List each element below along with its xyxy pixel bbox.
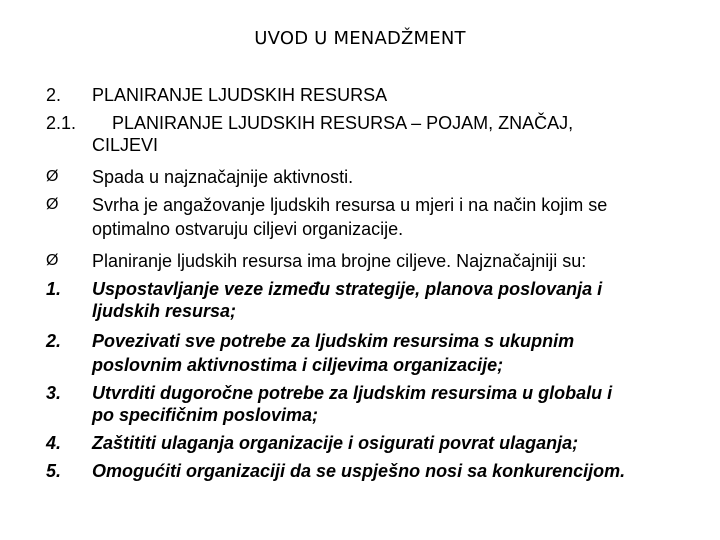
subsection-title-line1: PLANIRANJE LJUDSKIH RESURSA – POJAM, ZNAČAJ,: [112, 113, 574, 133]
goal-number: 3.: [46, 383, 62, 403]
section-number: 2.: [46, 85, 62, 105]
section-title: PLANIRANJE LJUDSKIH RESURSA: [92, 85, 388, 105]
goal-number: 1.: [46, 279, 62, 299]
bullet-text: optimalno ostvaruju ciljevi organizacije.: [92, 219, 404, 239]
subsection-title-line2: CILJEVI: [92, 135, 159, 155]
page-title: UVOD U MENADŽMENT: [254, 28, 466, 49]
goal-text: po specifičnim poslovima;: [92, 405, 319, 425]
goal-text: Zaštititi ulaganja organizacije i osigurati povrat ulaganja;: [92, 433, 579, 453]
arrow-bullet-icon: Ø: [46, 252, 59, 269]
goal-text: poslovnim aktivnostima i ciljevima organizacije;: [92, 355, 504, 375]
goal-number: 2.: [46, 331, 62, 351]
subsection-number: 2.1.: [46, 113, 77, 133]
bullet-text: Spada u najznačajnije aktivnosti.: [92, 167, 354, 187]
arrow-bullet-icon: Ø: [46, 196, 59, 213]
goal-text: Utvrditi dugoročne potrebe za ljudskim resursima u globalu i: [92, 383, 613, 403]
bullet-text: Planiranje ljudskih resursa ima brojne ciljeve. Najznačajniji su:: [92, 251, 587, 271]
goal-number: 4.: [46, 433, 62, 453]
goal-text: ljudskih resursa;: [92, 301, 237, 321]
goal-text: Povezivati sve potrebe za ljudskim resursima s ukupnim: [92, 331, 575, 351]
goal-text: Omogućiti organizaciji da se uspješno nosi sa konkurencijom.: [92, 461, 626, 481]
bullet-text: Svrha je angažovanje ljudskih resursa u mjeri i na način kojim se: [92, 195, 608, 215]
goal-text: Uspostavljanje veze između strategije, planova poslovanja i: [92, 279, 603, 299]
goal-number: 5.: [46, 461, 62, 481]
arrow-bullet-icon: Ø: [46, 168, 59, 185]
